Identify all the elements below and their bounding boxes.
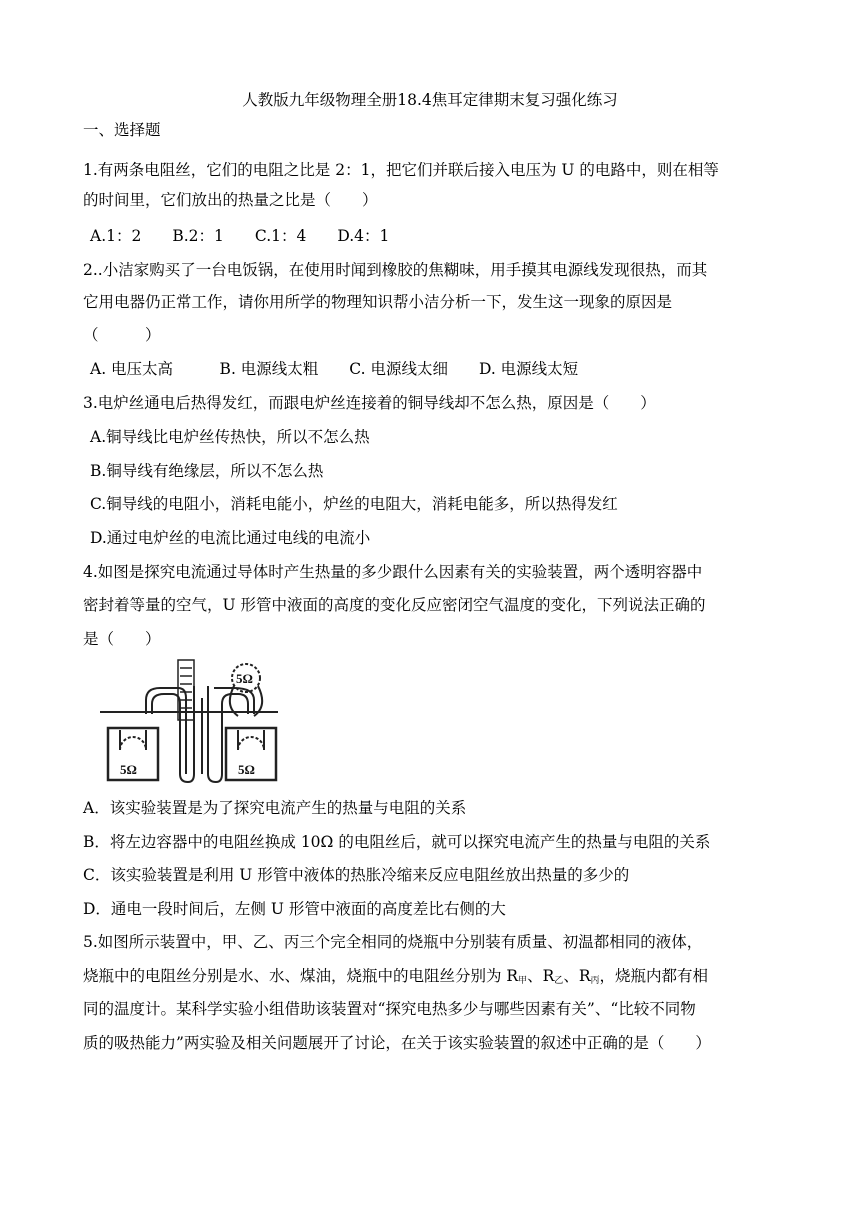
q4-option-b: B．将左边容器中的电阻丝换成 10Ω 的电阻丝后，就可以探究电流产生的热量与电阻的关系 [83,833,711,851]
q2-options: A. 电压太高 B. 电源线太粗 C. 电源线太细 D. 电源线太短 [90,360,579,378]
top-resistor-label: 5Ω [236,671,253,686]
left-resistor-coil [120,737,146,750]
q3-option-b: B.铜导线有绝缘层，所以不怎么热 [90,462,324,480]
right-resistor-label: 5Ω [238,762,255,777]
q2-text-line1: 2..小洁家购买了一台电饭锅，在使用时闻到橡胶的焦糊味，用手摸其电源线发现很热，而其 [83,261,708,279]
q1-text-line1: 1.有两条电阻丝，它们的电阻之比是 2：1，把它们并联后接入电压为 U 的电路中，则在相等 [83,161,719,179]
q2-text-line3: （ ） [83,326,161,344]
q2-text-line2: 它用电器仍正常工作，请你用所学的物理知识帮小洁分析一下，发生这一现象的原因是 [83,293,673,311]
q5-text-line4: 质的吸热能力”两实验及相关问题展开了讨论，在关于该实验装置的叙述中正确的是（ ） [83,1034,711,1052]
experiment-apparatus-figure [98,656,283,786]
q5-text-line2: 烧瓶中的电阻丝分别是水、水、煤油，烧瓶中的电阻丝分别为 $R_甲$、$R_乙$、$R_丙$，烧瓶内都有相 [83,967,709,986]
q4-text-line1: 4.如图是探究电流通过导体时产生热量的多少跟什么因素有关的实验装置，两个透明容器中 [83,563,703,581]
q4-option-c: C．该实验装置是利用 U 形管中液体的热胀冷缩来反应电阻丝放出热量的多少的 [83,866,630,884]
q4-option-a: A．该实验装置是为了探究电流产生的热量与电阻的关系 [83,799,467,817]
q3-option-d: D.通过电炉丝的电流比通过电线的电流小 [90,529,371,547]
q4-text-line3: 是（ ） [83,630,161,648]
q4-text-line2: 密封着等量的空气，U 形管中液面的高度的变化反应密闭空气温度的变化，下列说法正确的 [83,596,706,614]
q1-text-line2: 的时间里，它们放出的热量之比是（ ） [83,191,378,209]
q4-option-d: D．通电一段时间后，左侧 U 形管中液面的高度差比右侧的大 [83,900,506,918]
q5-text-line1: 5.如图所示装置中，甲、乙、丙三个完全相同的烧瓶中分别装有质量、初温都相同的液体， [83,933,703,951]
page-title: 人教版九年级物理全册18.4焦耳定律期末复习强化练习 [242,91,618,109]
left-resistor-label: 5Ω [120,762,137,777]
q5-text-line3: 同的温度计。某科学实验小组借助该装置对“探究电热多少与哪些因素有关”、“比较不同物 [83,1000,696,1018]
q3-option-c: C.铜导线的电阻小，消耗电能小，炉丝的电阻大，消耗电能多，所以热得发红 [90,495,618,513]
q3-text-line1: 3.电炉丝通电后热得发红，而跟电炉丝连接着的铜导线却不怎么热，原因是（ ） [83,394,656,412]
section-heading: 一、选择题 [83,121,161,139]
q1-options: A.1：2 B.2：1 C.1：4 D.4：1 [90,227,390,245]
q3-option-a: A.铜导线比电炉丝传热快，所以不怎么热 [90,428,370,446]
right-resistor-coil [238,737,264,750]
